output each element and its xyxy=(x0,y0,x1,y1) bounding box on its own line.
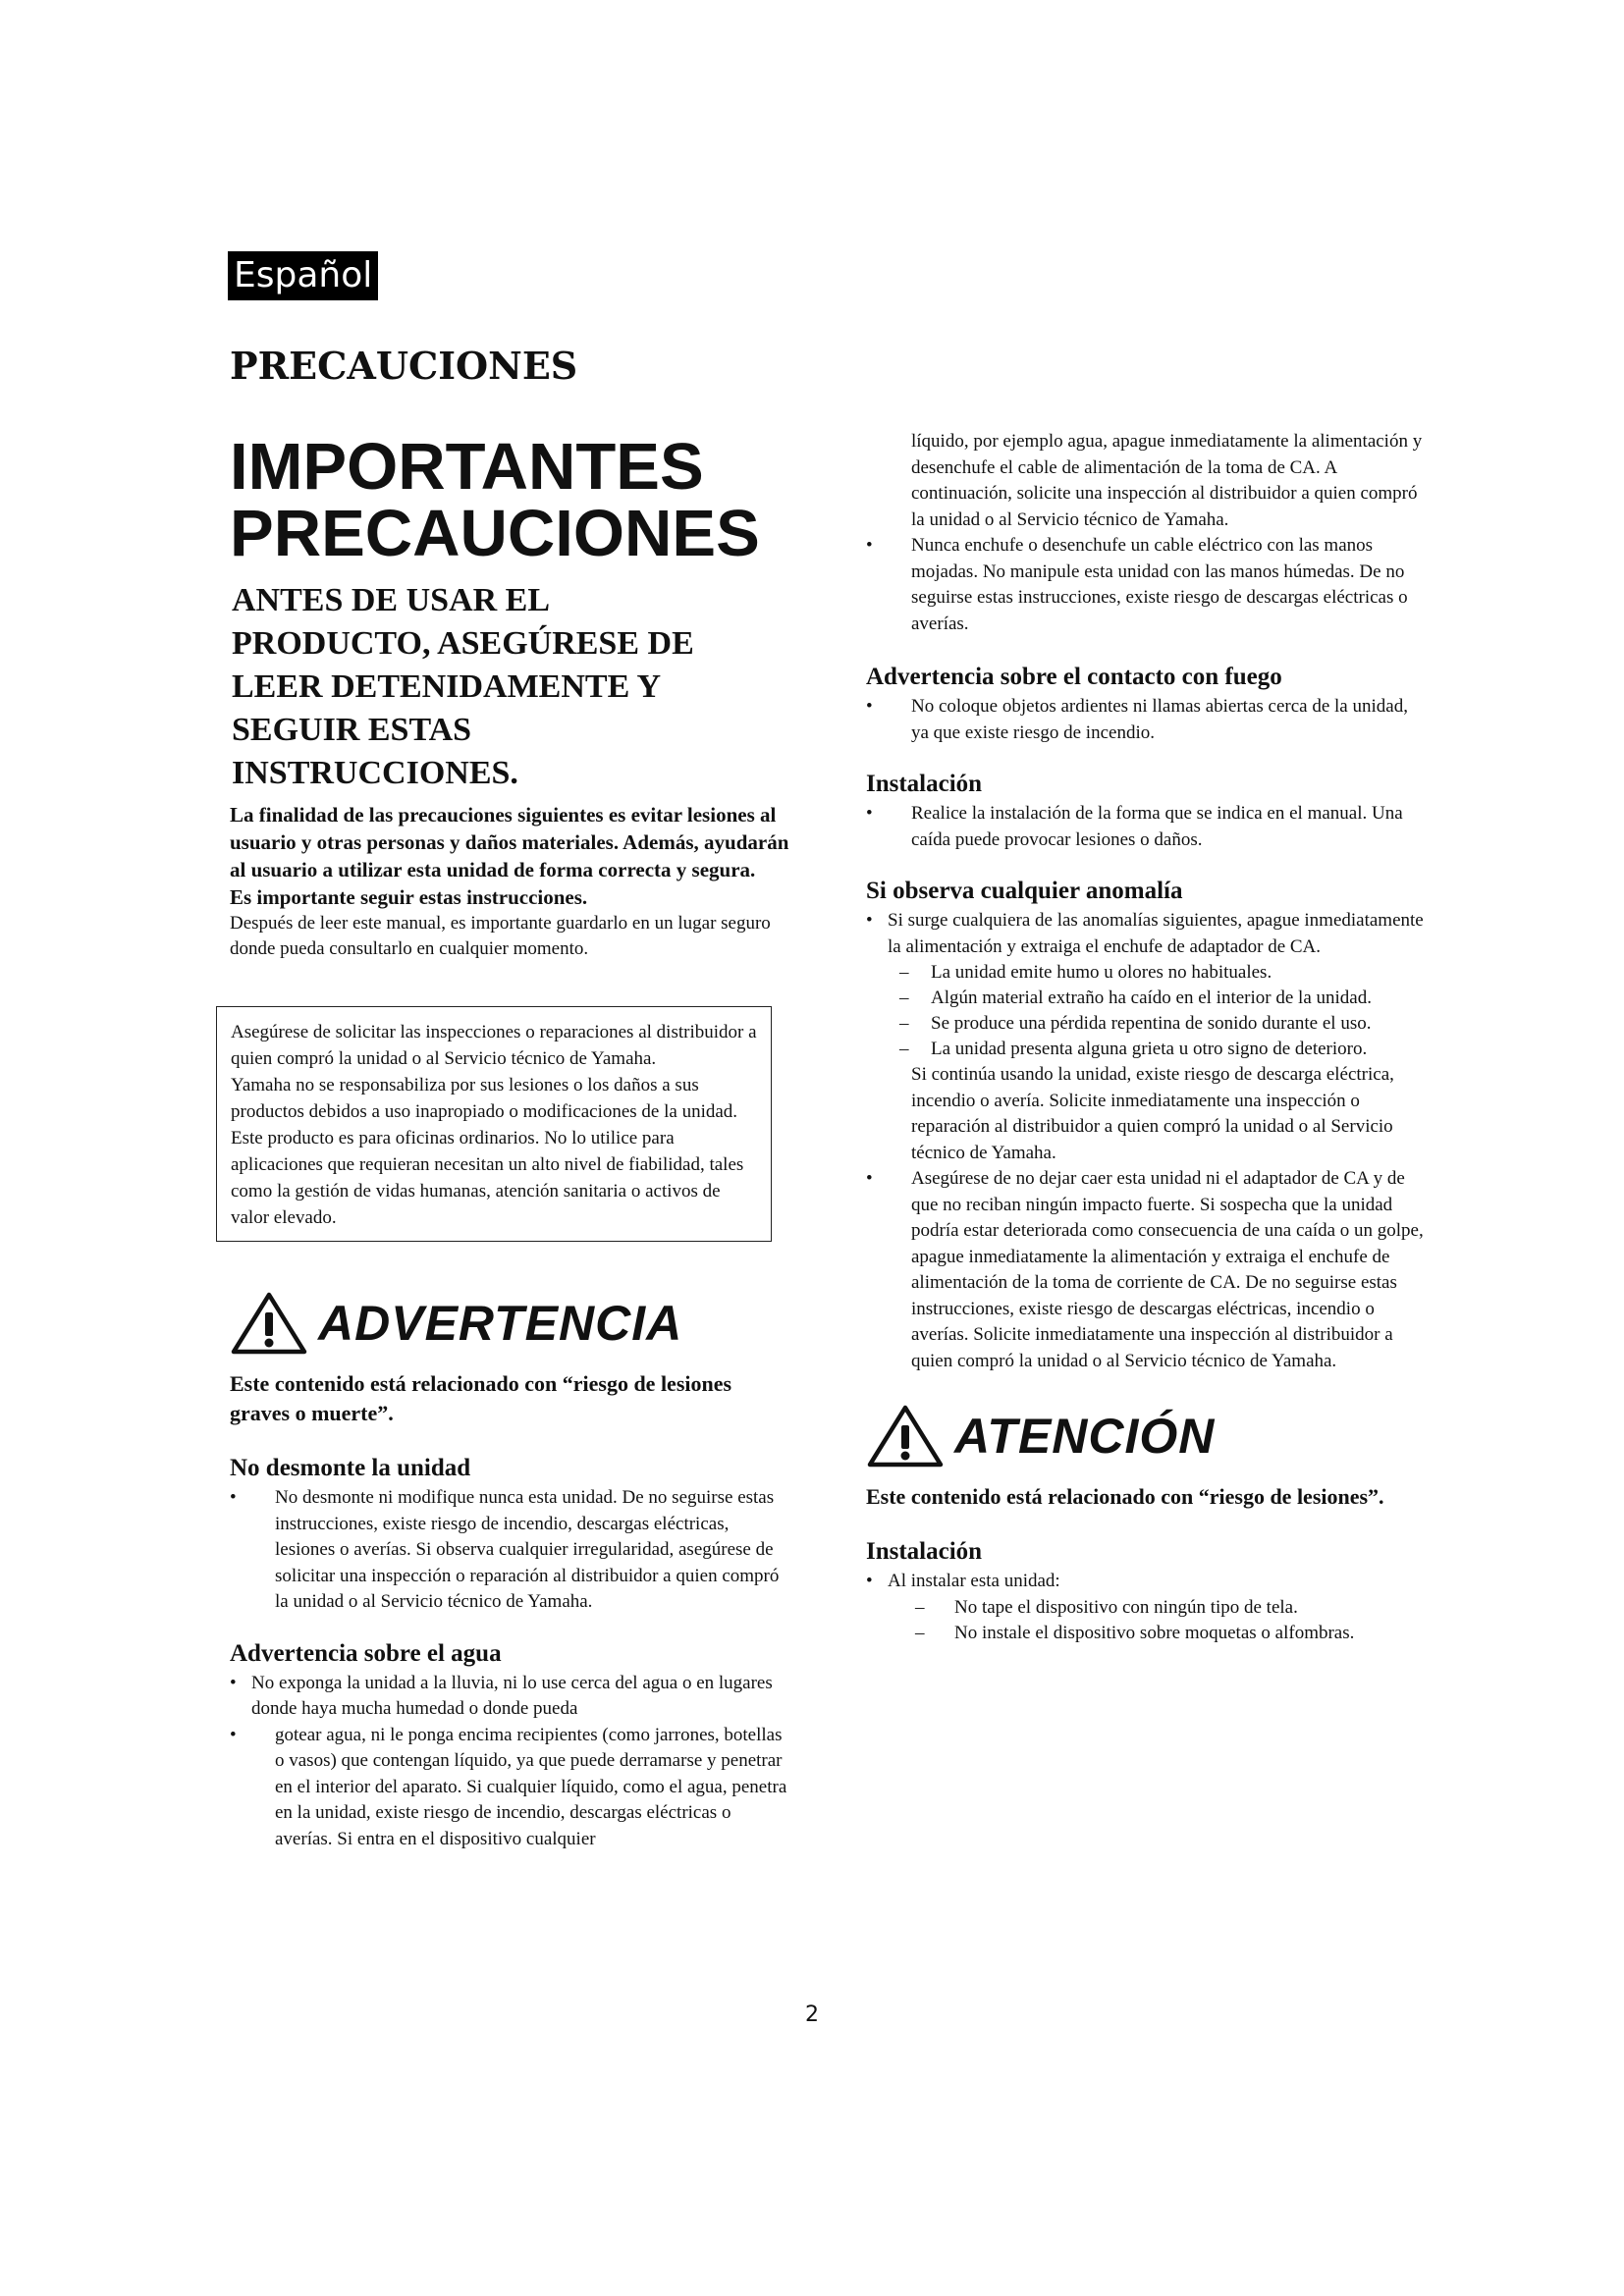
bullet-item: • gotear agua, ni le ponga encima recipientes (como jarrones, botellas o vasos) que contengan líquido, ya que puede derramarse y penetrar en el interior del aparato. Si cualquier líquido, como el agua, penetra en la unidad, existe riesgo de incendio, descargas eléctricas o averías. Si entra en el dispositivo cualquier xyxy=(230,1724,787,1849)
bullet-text: Al instalar esta unidad: xyxy=(888,1571,1060,1591)
section-water-warning xyxy=(230,1639,789,1853)
section-anomaly xyxy=(866,877,1426,1374)
big-title-line-2: PRECAUCIONES xyxy=(230,497,760,570)
section-installation xyxy=(866,770,1426,853)
bullet-item: • Al instalar esta unidad: xyxy=(866,1571,1060,1591)
bullet-text: Realice la instalación de la forma que se indica en el manual. Una caída puede provocar lesiones o daños. xyxy=(911,803,1403,850)
language-label: Español xyxy=(228,251,378,300)
warning-heading xyxy=(230,1291,789,1356)
sub-bullet-item: – No tape el dispositivo con ningún tipo de tela. xyxy=(915,1596,1298,1618)
section-heading: Advertencia sobre el contacto con fuego xyxy=(866,664,1282,690)
bullet-item: • Nunca enchufe o desenchufe un cable eléctrico con las manos mojadas. No manipule esta unidad con las manos húmedas. De no seguirse estas instrucciones, existe riesgo de descargas eléctricas o averías. xyxy=(866,535,1408,634)
sub-bullet-item: – No instale el dispositivo sobre moquetas o alfombras. xyxy=(915,1622,1355,1643)
right-column xyxy=(866,429,1426,1670)
caution-word: ATENCIÓN xyxy=(954,1409,1216,1464)
notice-paragraph: Asegúrese de solicitar las inspecciones o reparaciones al distribuidor a quien compró la unidad o al Servicio técnico de Yamaha. xyxy=(231,1022,757,1069)
sub-bullet-text: Se produce una pérdida repentina de sonido durante el uso. xyxy=(931,1013,1372,1034)
section-no-disassemble xyxy=(230,1454,789,1616)
caution-heading xyxy=(866,1404,1426,1468)
sub-bullet-item: – Algún material extraño ha caído en el interior de la unidad. xyxy=(899,988,1372,1008)
bullet-item: • Asegúrese de no dejar caer esta unidad ni el adaptador de CA y de que no reciban ningún impacto fuerte. Si sospecha que la unidad podría estar deteriorada como consecuencia de una caída o un golpe, apague inmediatamente la alimentación y extraiga el enchufe de alimentación de la toma de corriente de CA. De no seguirse estas instrucciones, existe riesgo de descargas eléctricas, incendio o averías. Solicite inmediatamente una inspección al distribuidor a quien compró la unidad o al Servicio técnico de Yamaha. xyxy=(866,1168,1424,1371)
notice-box xyxy=(216,1006,772,1242)
warning-triangle-icon xyxy=(866,1404,945,1468)
bullet-text: No coloque objetos ardientes ni llamas abiertas cerca de la unidad, ya que existe riesgo de incendio. xyxy=(911,696,1408,743)
bullet-text: Asegúrese de no dejar caer esta unidad ni el adaptador de CA y de que no reciban ningún impacto fuerte. Si sospecha que la unidad podría estar deteriorada como consecuencia de una caída o un golpe, apague inmediatamente la alimentación y extraiga el enchufe de alimentación de la toma de corriente de CA. De no seguirse estas instrucciones, existe riesgo de descargas eléctricas, incendio o averías. Solicite inmediatamente una inspección al distribuidor a quien compró la unidad o al Servicio técnico de Yamaha. xyxy=(911,1168,1424,1371)
intro-bold-text: La finalidad de las precauciones siguientes es evitar lesiones al usuario y otras personas y daños materiales. Además, ayudarán al usuario a utilizar esta unidad de forma correcta y segura. xyxy=(230,803,789,881)
section-heading: Instalación xyxy=(866,771,983,797)
bullet-item: • Realice la instalación de la forma que se indica en el manual. Una caída puede provocar lesiones o daños. xyxy=(866,803,1403,850)
bullet-item: • No exponga la unidad a la lluvia, ni lo use cerca del agua o en lugares donde haya mucha humedad o donde pueda xyxy=(230,1672,773,1719)
left-column xyxy=(230,430,789,1876)
bullet-text: No exponga la unidad a la lluvia, ni lo use cerca del agua o en lugares donde haya mucha humedad o donde pueda xyxy=(251,1672,773,1719)
important-precautions-title xyxy=(230,430,789,570)
bullet-item: • No coloque objetos ardientes ni llamas abiertas cerca de la unidad, ya que existe riesgo de incendio. xyxy=(866,696,1408,743)
notice-paragraph: Este producto es para oficinas ordinarios. No lo utilice para aplicaciones que requieran necesitan un alto nivel de fiabilidad, tales como la gestión de vidas humanas, atención sanitaria o activos de valor elevado. xyxy=(231,1128,744,1228)
bullet-text: Si surge cualquiera de las anomalías siguientes, apague inmediatamente la alimentación y extraiga el enchufe de adaptador de CA. xyxy=(888,910,1424,957)
warning-triangle-icon xyxy=(230,1291,308,1356)
warning-description: Este contenido está relacionado con “riesgo de lesiones graves o muerte”. xyxy=(230,1371,732,1425)
sub-bullet-text: No instale el dispositivo sobre moquetas o alfombras. xyxy=(954,1622,1355,1643)
intro-normal-text: Después de leer este manual, es importante guardarlo en un lugar seguro donde pueda consultarlo en cualquier momento. xyxy=(230,913,771,959)
bullet-text: gotear agua, ni le ponga encima recipientes (como jarrones, botellas o vasos) que contengan líquido, ya que puede derramarse y penetrar en el interior del aparato. Si cualquier líquido, como el agua, penetra en la unidad, existe riesgo de incendio, descargas eléctricas o averías. Si entra en el dispositivo cualquier xyxy=(275,1724,787,1849)
big-title-line-1: IMPORTANTES xyxy=(230,430,704,504)
notice-paragraph: Yamaha no se responsabiliza por sus lesiones o los daños a sus productos debidos a uso inapropiado o modificaciones de la unidad. xyxy=(231,1075,738,1122)
page-number: 2 xyxy=(805,2002,819,2027)
section-heading: Advertencia sobre el agua xyxy=(230,1639,502,1667)
sub-bullet-text: Algún material extraño ha caído en el interior de la unidad. xyxy=(931,988,1372,1008)
bullet-item: • Si surge cualquiera de las anomalías siguientes, apague inmediatamente la alimentación y extraiga el enchufe de adaptador de CA. xyxy=(866,910,1424,957)
section-installation-caution xyxy=(866,1537,1426,1646)
intro-bold-text-2: Es importante seguir estas instrucciones. xyxy=(230,885,588,909)
sub-bullet-item: – La unidad emite humo u olores no habituales. xyxy=(899,962,1272,983)
warning-word: ADVERTENCIA xyxy=(318,1296,683,1351)
sub-bullet-text: La unidad presenta alguna grieta u otro signo de deterioro. xyxy=(931,1039,1368,1059)
sub-bullet-text: La unidad emite humo u olores no habituales. xyxy=(931,962,1272,983)
caution-description: Este contenido está relacionado con “riesgo de lesiones”. xyxy=(866,1484,1384,1509)
section-heading: No desmonte la unidad xyxy=(230,1455,471,1481)
sub-bullet-item: – Se produce una pérdida repentina de sonido durante el uso. xyxy=(899,1013,1372,1034)
continued-text: líquido, por ejemplo agua, apague inmediatamente la alimentación y desenchufe el cable de alimentación de la toma de CA. A continuación, solicite una inspección al distribuidor a quien compró la unidad o al Servicio técnico de Yamaha. xyxy=(911,431,1423,530)
bullet-text: Nunca enchufe o desenchufe un cable eléctrico con las manos mojadas. No manipule esta unidad con las manos húmedas. De no seguirse estas instrucciones, existe riesgo de descargas eléctricas o averías. xyxy=(911,535,1408,634)
section-fire-warning xyxy=(866,663,1426,746)
section-heading: Si observa cualquier anomalía xyxy=(866,878,1183,904)
sub-bullet-text: No tape el dispositivo con ningún tipo de tela. xyxy=(954,1596,1298,1618)
section-heading: Instalación xyxy=(866,1538,983,1565)
bullet-item: • No desmonte ni modifique nunca esta unidad. De no seguirse estas instrucciones, existe riesgo de incendio, descargas eléctricas, lesiones o averías. Si observa cualquier irregularidad, asegúrese de solicitar una inspección o reparación al distribuidor a quien compró la unidad o al Servicio técnico de Yamaha. xyxy=(230,1487,780,1612)
bullet-text: No desmonte ni modifique nunca esta unidad. De no seguirse estas instrucciones, existe riesgo de incendio, descargas eléctricas, lesiones o averías. Si observa cualquier irregularidad, asegúrese de solicitar una inspección o reparación al distribuidor a quien compró la unidad o al Servicio técnico de Yamaha. xyxy=(275,1487,780,1612)
anomaly-after-text: Si continúa usando la unidad, existe riesgo de descarga eléctrica, incendio o avería. Solicite inmediatamente una inspección o reparación al distribuidor a quien compró la unidad o al Servicio técnico de Yamaha. xyxy=(911,1064,1394,1163)
read-instructions-subtitle: ANTES DE USAR EL PRODUCTO, ASEGÚRESE DE LEER DETENIDAMENTE Y SEGUIR ESTAS INSTRUCCIONES. xyxy=(232,582,694,791)
sub-bullet-item: – La unidad presenta alguna grieta u otro signo de deterioro. xyxy=(899,1039,1368,1059)
page-title: PRECAUCIONES xyxy=(230,344,578,388)
